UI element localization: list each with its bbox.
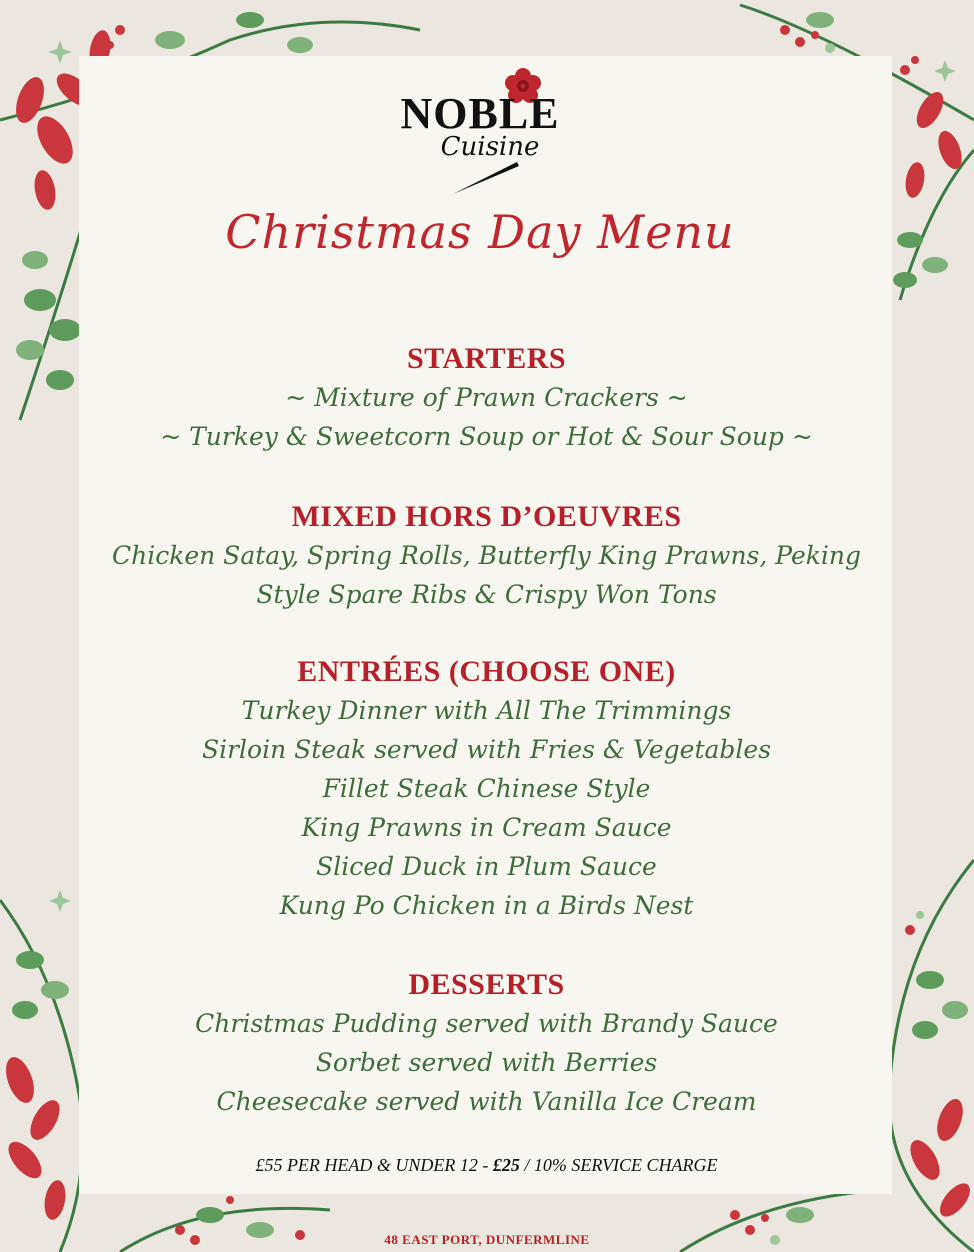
menu-item: Kung Po Chicken in a Birds Nest: [279, 891, 694, 920]
menu-item: Style Spare Ribs & Crispy Won Tons: [256, 580, 717, 609]
brand-name: NOBLE: [400, 89, 560, 138]
menu-item: Turkey Dinner with All The Trimmings: [241, 696, 732, 725]
brand-subtitle: Cuisine: [440, 132, 540, 162]
section-heading: DESSERTS: [408, 968, 565, 1001]
logo: [385, 66, 575, 196]
menu-item: Sliced Duck in Plum Sauce: [316, 852, 657, 881]
menu-item: Sorbet served with Berries: [315, 1048, 658, 1077]
section-hors-doeuvres: [80, 498, 893, 614]
price-adult: £55 PER HEAD & UNDER 12 -: [255, 1155, 493, 1175]
section-entrees: [80, 653, 893, 925]
section-starters: [80, 340, 893, 456]
menu-item: King Prawns in Cream Sauce: [301, 813, 672, 842]
menu-item: Chicken Satay, Spring Rolls, Butterfly King Prawns, Peking: [111, 541, 862, 570]
section-desserts: [80, 966, 893, 1121]
menu-item: ~ Turkey & Sweetcorn Soup or Hot & Sour Soup ~: [160, 422, 813, 451]
section-heading: ENTRÉES (CHOOSE ONE): [297, 655, 676, 688]
menu-item: Sirloin Steak served with Fries & Vegetables: [201, 735, 772, 764]
address: 48 EAST PORT, DUNFERMLINE: [384, 1232, 590, 1247]
knife-icon: [445, 158, 525, 198]
menu-item: Cheesecake served with Vanilla Ice Cream: [216, 1087, 757, 1116]
section-heading: MIXED HORS D’OEUVRES: [291, 500, 682, 533]
menu-item: Christmas Pudding served with Brandy Sauce: [195, 1009, 778, 1038]
pricing-line: [80, 1155, 893, 1176]
service-charge: / 10% SERVICE CHARGE: [519, 1155, 718, 1175]
menu-item: ~ Mixture of Prawn Crackers ~: [285, 383, 688, 412]
menu-item: Fillet Steak Chinese Style: [322, 774, 651, 803]
price-child: £25: [492, 1155, 520, 1175]
section-heading: STARTERS: [406, 342, 567, 375]
menu-title: Christmas Day Menu: [225, 205, 735, 259]
